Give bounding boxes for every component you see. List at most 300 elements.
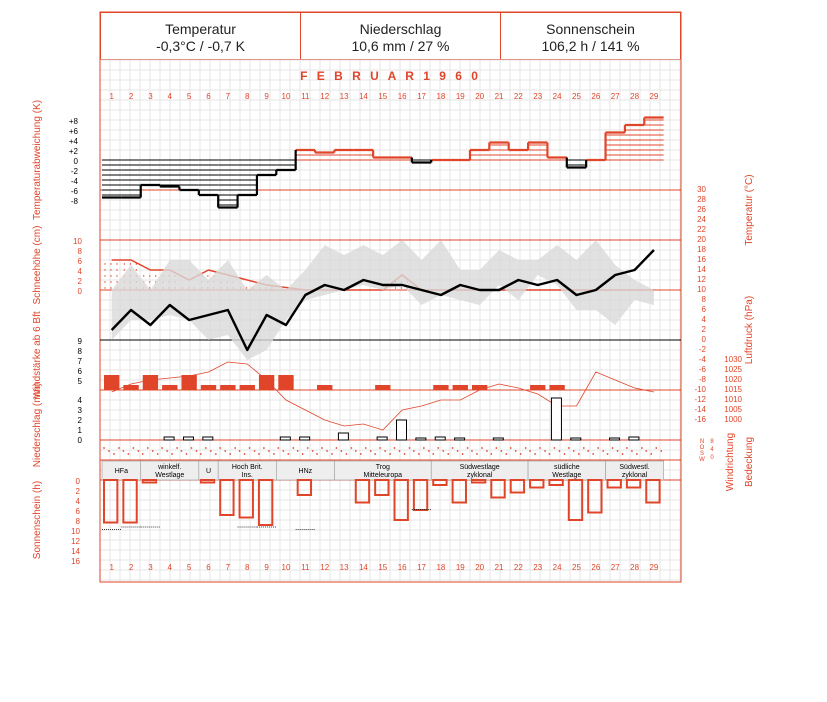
header-temperature-title: Temperatur xyxy=(165,21,236,37)
snow-tick-label: 6 xyxy=(77,257,82,266)
wind-tick-label: 9 xyxy=(77,337,82,346)
wind-dir-dot xyxy=(622,453,624,455)
sunshine-bar xyxy=(240,480,253,518)
precip-bar xyxy=(280,437,290,440)
snow-tick-label: 8 xyxy=(77,247,82,256)
day-label-bottom: 12 xyxy=(320,563,330,572)
wind-dir-dot xyxy=(166,450,168,452)
temperature-tick-label: 2 xyxy=(701,325,706,334)
anomaly-bar xyxy=(489,143,508,161)
snow-tick-label: 10 xyxy=(73,237,82,246)
wind-dir-dot xyxy=(452,447,454,449)
weather-type-label: Hoch Brit. xyxy=(231,464,263,471)
temperature-tick-label: 22 xyxy=(697,225,706,234)
label-wind-dir: Windrichtung xyxy=(725,432,736,492)
wind-dir-tick-label: O xyxy=(699,445,705,451)
sunshine-bar xyxy=(143,480,156,483)
pressure-tick-label: 1015 xyxy=(724,385,742,394)
anomaly-bar xyxy=(334,150,353,160)
wind-dir-dot xyxy=(539,447,541,449)
temperature-tick-label: -10 xyxy=(694,385,706,394)
day-label-top: 22 xyxy=(513,92,523,101)
precip-tick-label: 3 xyxy=(77,406,82,415)
day-label-top: 3 xyxy=(148,92,153,101)
anomaly-bar xyxy=(315,150,334,160)
wind-dir-dot xyxy=(341,450,343,452)
temperature-tick-label: 12 xyxy=(697,275,706,284)
wind-dir-dot xyxy=(277,447,279,449)
pressure-tick-label: 1025 xyxy=(724,365,742,374)
weather-type-label: zyklonal xyxy=(467,472,493,479)
wind-dir-dot xyxy=(626,447,628,449)
day-label-top: 29 xyxy=(649,92,659,101)
wind-dir-dot xyxy=(641,447,643,449)
day-label-top: 9 xyxy=(264,92,269,101)
precip-bar xyxy=(203,437,213,440)
sunshine-bar xyxy=(472,480,485,483)
weather-type-label: HFa xyxy=(114,468,128,475)
wind-dir-dot xyxy=(219,447,221,449)
weather-type-cell xyxy=(102,461,141,480)
wind-dir-dot xyxy=(544,450,546,452)
wind-dir-dot xyxy=(607,453,609,455)
wind-dir-dot xyxy=(234,447,236,449)
anomaly-bar xyxy=(644,118,663,161)
wind-dir-dot xyxy=(399,450,401,452)
temperature-tick-label: -12 xyxy=(694,395,706,404)
snow-dot xyxy=(104,263,105,264)
day-label-bottom: 18 xyxy=(436,563,446,572)
wind-tick-label: 5 xyxy=(77,377,82,386)
pressure-tick-label: 1030 xyxy=(724,355,742,364)
anomaly-tick-label: -6 xyxy=(70,187,78,196)
wind-dir-dot xyxy=(418,453,420,455)
temperature-tick-label: 24 xyxy=(697,215,706,224)
wind-dir-dot xyxy=(321,447,323,449)
day-label-top: 27 xyxy=(610,92,620,101)
label-pressure: Luftdruck (hPa) xyxy=(744,295,755,365)
wind-tick-label: 6 xyxy=(77,367,82,376)
day-label-bottom: 3 xyxy=(148,563,153,572)
wind-dir-dot xyxy=(268,450,270,452)
weather-type-cell xyxy=(218,461,276,480)
wind-dir-dot xyxy=(602,450,604,452)
wind-dir-dot xyxy=(389,453,391,455)
wind-dir-dot xyxy=(351,447,353,449)
precip-bar xyxy=(435,437,445,440)
pressure-tick-label: 1000 xyxy=(724,415,742,424)
wind-dir-dot xyxy=(282,450,284,452)
precip-bar xyxy=(571,438,581,440)
day-label-top: 14 xyxy=(358,92,368,101)
temperature-tick-label: 30 xyxy=(697,185,706,194)
wind-bar xyxy=(104,375,119,390)
sunshine-tick-label: 14 xyxy=(71,547,80,556)
precip-tick-label: 4 xyxy=(77,396,82,405)
day-label-top: 21 xyxy=(494,92,504,101)
snow-dot xyxy=(104,275,105,276)
wind-dir-dot xyxy=(263,447,265,449)
wind-dir-dot xyxy=(573,450,575,452)
wind-dir-dot xyxy=(171,453,173,455)
wind-dir-dot xyxy=(122,450,124,452)
wind-dir-dot xyxy=(631,450,633,452)
day-label-bottom: 10 xyxy=(281,563,291,572)
day-label-bottom: 7 xyxy=(225,563,231,572)
sunshine-tick-label: 16 xyxy=(71,557,80,566)
day-label-bottom: 27 xyxy=(610,563,620,572)
label-sunshine: Sonnenschein (h) xyxy=(32,480,43,560)
temperature-tick-label: 16 xyxy=(697,255,706,264)
anomaly-tick-label: +2 xyxy=(68,147,78,156)
snow-dot xyxy=(110,281,111,282)
weather-type-label: winkelf. xyxy=(158,464,182,471)
label-temperature: Temperatur (°C) xyxy=(744,174,755,246)
precip-tick-label: 1 xyxy=(77,426,82,435)
wind-bar xyxy=(530,385,545,390)
wind-dir-dot xyxy=(326,450,328,452)
day-label-bottom: 16 xyxy=(397,563,407,572)
day-label-bottom: 26 xyxy=(591,563,601,572)
precip-bar xyxy=(377,437,387,440)
wind-dir-dot xyxy=(258,453,260,455)
weather-type-label: Südwestlage xyxy=(459,464,500,471)
label-wind: Windstärke ab 6 Bft xyxy=(32,311,43,399)
precip-bar xyxy=(183,437,193,440)
wind-dir-dot xyxy=(181,450,183,452)
precip-bar xyxy=(610,438,620,440)
snow-dot xyxy=(143,275,144,276)
anomaly-bar xyxy=(412,158,431,163)
temperature-tick-label: 14 xyxy=(697,265,706,274)
precip-bar xyxy=(455,438,465,440)
snow-dot xyxy=(110,287,111,288)
wind-dir-dot xyxy=(365,447,367,449)
weather-type-label: Westlage xyxy=(552,472,582,479)
wind-dir-dot xyxy=(302,453,304,455)
wind-dir-dot xyxy=(442,450,444,452)
snow-dot xyxy=(155,275,156,276)
snow-dot xyxy=(149,281,150,282)
anomaly-bar xyxy=(102,160,121,198)
day-label-bottom: 24 xyxy=(552,563,562,572)
wind-dir-dot xyxy=(549,453,551,455)
day-label-top: 8 xyxy=(245,92,250,101)
weather-type-cell xyxy=(199,461,218,480)
wind-dir-dot xyxy=(525,447,527,449)
wind-dir-dot xyxy=(331,453,333,455)
day-label-top: 10 xyxy=(281,92,291,101)
day-label-bottom: 21 xyxy=(494,563,504,572)
day-label-bottom: 29 xyxy=(649,563,659,572)
wind-dir-dot xyxy=(152,450,154,452)
wind-dir-dot xyxy=(224,450,226,452)
sunshine-bar xyxy=(356,480,369,503)
snow-dot xyxy=(207,275,208,276)
anomaly-bar xyxy=(218,160,237,208)
day-label-top: 17 xyxy=(417,92,427,101)
weather-type-label: Trog xyxy=(375,464,390,471)
wind-dir-dot xyxy=(467,447,469,449)
day-label-top: 18 xyxy=(436,92,446,101)
day-label-bottom: 17 xyxy=(417,563,427,572)
snow-dot xyxy=(104,287,105,288)
wind-dir-dot xyxy=(645,450,647,452)
wind-bar xyxy=(201,385,216,390)
wind-dir-dot xyxy=(370,450,372,452)
anomaly-bar xyxy=(393,158,412,161)
day-label-top: 28 xyxy=(630,92,640,101)
temperature-tick-label: -6 xyxy=(698,365,706,374)
label-temp-anomaly: Temperaturabweichung (K) xyxy=(32,99,43,221)
snow-dot xyxy=(116,281,117,282)
snow-dot xyxy=(149,275,150,276)
snow-dot xyxy=(124,263,125,264)
wind-dir-tick-label: S xyxy=(699,451,705,457)
weather-type-cell xyxy=(141,461,199,480)
anomaly-tick-label: -8 xyxy=(70,197,78,206)
sunshine-bar xyxy=(104,480,117,523)
wind-dir-dot xyxy=(510,447,512,449)
anomaly-tick-label: +4 xyxy=(68,137,78,146)
wind-dir-dot xyxy=(200,453,202,455)
wind-dir-dot xyxy=(239,450,241,452)
wind-dir-dot xyxy=(486,450,488,452)
wind-dir-dot xyxy=(196,450,198,452)
wind-bar xyxy=(453,385,468,390)
precip-bar xyxy=(416,438,426,440)
sunshine-tick-label: 8 xyxy=(75,517,80,526)
wind-bar xyxy=(220,385,235,390)
snow-dot xyxy=(401,287,402,288)
label-precip: Niederschlag (mm) xyxy=(32,382,43,468)
temperature-tick-label: -14 xyxy=(694,405,706,414)
wind-dir-dot xyxy=(142,453,144,455)
snow-tick-label: 2 xyxy=(77,277,82,286)
wind-dir-tick-label: W xyxy=(699,457,705,463)
anomaly-tick-label: +8 xyxy=(68,117,78,126)
snow-dot xyxy=(136,269,137,270)
header-precipitation-title: Niederschlag xyxy=(359,21,442,37)
day-label-top: 19 xyxy=(455,92,465,101)
wind-dir-dot xyxy=(583,447,585,449)
header-temperature-value: -0,3°C / -0,7 K xyxy=(156,38,245,54)
anomaly-bar xyxy=(625,125,644,160)
anomaly-tick-label: 0 xyxy=(73,157,78,166)
wind-dir-dot xyxy=(287,453,289,455)
temperature-tick-label: -16 xyxy=(694,415,706,424)
weather-type-label: südliche xyxy=(553,464,580,471)
wind-dir-dot xyxy=(529,450,531,452)
wind-dir-dot xyxy=(564,453,566,455)
day-label-top: 2 xyxy=(128,92,134,101)
sunshine-bar xyxy=(549,480,562,485)
snow-dot xyxy=(110,269,111,270)
anomaly-bar xyxy=(586,160,605,168)
wind-dir-dot xyxy=(355,450,357,452)
anomaly-bar xyxy=(431,160,450,163)
temperature-tick-label: -8 xyxy=(698,375,706,384)
day-label-top: 16 xyxy=(397,92,407,101)
wind-dir-dot xyxy=(132,447,134,449)
anomaly-bar xyxy=(606,133,625,161)
wind-dir-dot xyxy=(423,447,425,449)
temperature-tick-label: 0 xyxy=(701,335,706,344)
temperature-tick-label: -2 xyxy=(698,345,706,354)
wind-dir-dot xyxy=(592,453,594,455)
wind-dir-dot xyxy=(534,453,536,455)
wind-dir-dot xyxy=(413,450,415,452)
wind-tick-label: 8 xyxy=(77,347,82,356)
wind-dir-dot xyxy=(597,447,599,449)
sunshine-bar xyxy=(530,480,543,488)
day-label-top: 23 xyxy=(533,92,543,101)
snow-dot xyxy=(104,269,105,270)
wind-dir-dot xyxy=(515,450,517,452)
wind-dir-dot xyxy=(191,447,193,449)
wind-dir-dot xyxy=(161,447,163,449)
sunshine-bar xyxy=(627,480,640,488)
wind-dir-dot xyxy=(316,453,318,455)
temperature-tick-label: 10 xyxy=(697,285,706,294)
sunshine-bar xyxy=(375,480,388,495)
anomaly-bar xyxy=(509,143,528,161)
wind-dir-dot xyxy=(292,447,294,449)
snow-dot xyxy=(116,275,117,276)
anomaly-bar xyxy=(296,150,315,170)
day-label-top: 13 xyxy=(339,92,349,101)
wind-dir-dot xyxy=(229,453,231,455)
snow-dot xyxy=(110,263,111,264)
snow-tick-label: 4 xyxy=(77,267,82,276)
precip-bar xyxy=(397,420,407,440)
wind-dir-dot xyxy=(113,453,115,455)
snow-dot xyxy=(136,263,137,264)
precip-bar xyxy=(338,433,348,440)
wind-dir-dot xyxy=(655,447,657,449)
wind-dir-dot xyxy=(428,450,430,452)
wind-dir-dot xyxy=(244,453,246,455)
sunshine-bar xyxy=(414,480,427,510)
pressure-tick-label: 1005 xyxy=(724,405,742,414)
day-label-bottom: 28 xyxy=(630,563,640,572)
day-label-bottom: 23 xyxy=(533,563,543,572)
wind-bar xyxy=(278,375,293,390)
wind-dir-dot xyxy=(157,453,159,455)
weather-type-label: HNz xyxy=(298,468,313,475)
sunshine-bar xyxy=(646,480,659,503)
snow-dot xyxy=(110,275,111,276)
wind-dir-dot xyxy=(312,450,314,452)
day-label-bottom: 1 xyxy=(109,563,114,572)
weather-type-cell xyxy=(431,461,528,480)
day-label-top: 7 xyxy=(225,92,231,101)
wind-dir-dot xyxy=(520,453,522,455)
anomaly-tick-label: -4 xyxy=(70,177,78,186)
wind-dir-dot xyxy=(108,450,110,452)
sunshine-tick-label: 6 xyxy=(75,507,80,516)
day-label-top: 15 xyxy=(378,92,388,101)
label-cloud: Bedeckung xyxy=(744,436,755,488)
wind-dir-dot xyxy=(379,447,381,449)
day-label-bottom: 25 xyxy=(572,563,581,572)
wind-dir-dot xyxy=(336,447,338,449)
sunshine-tick-label: 0 xyxy=(75,477,80,486)
temperature-tick-label: 18 xyxy=(697,245,706,254)
day-label-bottom: 6 xyxy=(206,563,211,572)
wind-dir-dot xyxy=(636,453,638,455)
wind-dir-dot xyxy=(346,453,348,455)
pressure-tick-label: 1010 xyxy=(724,395,742,404)
weather-type-label: zyklonal xyxy=(621,472,648,479)
temperature-tick-label: 20 xyxy=(697,235,706,244)
wind-bar xyxy=(123,385,138,390)
day-label-top: 20 xyxy=(475,92,485,101)
snow-dot xyxy=(124,269,125,270)
sunshine-tick-label: 12 xyxy=(71,537,80,546)
sunshine-tick-label: 4 xyxy=(75,497,80,506)
weather-type-label: Südwestl. xyxy=(619,464,650,471)
wind-dir-dot xyxy=(176,447,178,449)
day-label-top: 5 xyxy=(186,92,192,101)
day-label-top: 26 xyxy=(591,92,601,101)
pressure-tick-label: 1020 xyxy=(724,375,742,384)
weather-type-label: Ins. xyxy=(241,472,253,479)
day-label-top: 24 xyxy=(552,92,562,101)
wind-bar xyxy=(143,375,158,390)
wind-dir-dot xyxy=(254,450,256,452)
cloud-tick-label: 0 xyxy=(710,455,714,461)
chart-title: F E B R U A R 1 9 6 0 xyxy=(300,69,481,83)
temperature-tick-label: 28 xyxy=(697,195,706,204)
day-label-bottom: 14 xyxy=(358,563,368,572)
precip-bar xyxy=(493,438,503,440)
cloud-tick-label: 8 xyxy=(710,439,714,445)
wind-dir-dot xyxy=(568,447,570,449)
wind-dir-dot xyxy=(559,450,561,452)
wind-dir-dot xyxy=(147,447,149,449)
temperature-tick-label: 6 xyxy=(701,305,706,314)
precip-bar xyxy=(551,398,561,440)
anomaly-bar xyxy=(121,160,140,198)
temperature-tick-label: 4 xyxy=(701,315,706,324)
anomaly-tick-label: -2 xyxy=(70,167,78,176)
sunshine-bar xyxy=(201,480,214,483)
precip-bar xyxy=(629,437,639,440)
wind-dir-dot xyxy=(404,453,406,455)
snow-dot xyxy=(116,263,117,264)
day-label-bottom: 9 xyxy=(264,563,269,572)
wind-dir-dot xyxy=(462,453,464,455)
day-label-bottom: 4 xyxy=(167,563,173,572)
wind-dir-dot xyxy=(617,450,619,452)
weather-type-label: U xyxy=(205,468,212,475)
day-label-bottom: 19 xyxy=(455,563,465,572)
wind-tick-label: 7 xyxy=(77,357,82,366)
anomaly-bar xyxy=(528,143,547,161)
wind-dir-dot xyxy=(409,447,411,449)
wind-dir-dot xyxy=(137,450,139,452)
day-label-top: 12 xyxy=(320,92,330,101)
weather-type-cell xyxy=(334,461,431,480)
grid-lines xyxy=(100,60,681,582)
wind-dir-dot xyxy=(273,453,275,455)
wind-dir-tick-label: N xyxy=(699,439,705,445)
wind-dir-dot xyxy=(360,453,362,455)
snow-dot xyxy=(130,263,131,264)
wind-bar xyxy=(433,385,448,390)
precip-tick-label: 2 xyxy=(77,416,82,425)
